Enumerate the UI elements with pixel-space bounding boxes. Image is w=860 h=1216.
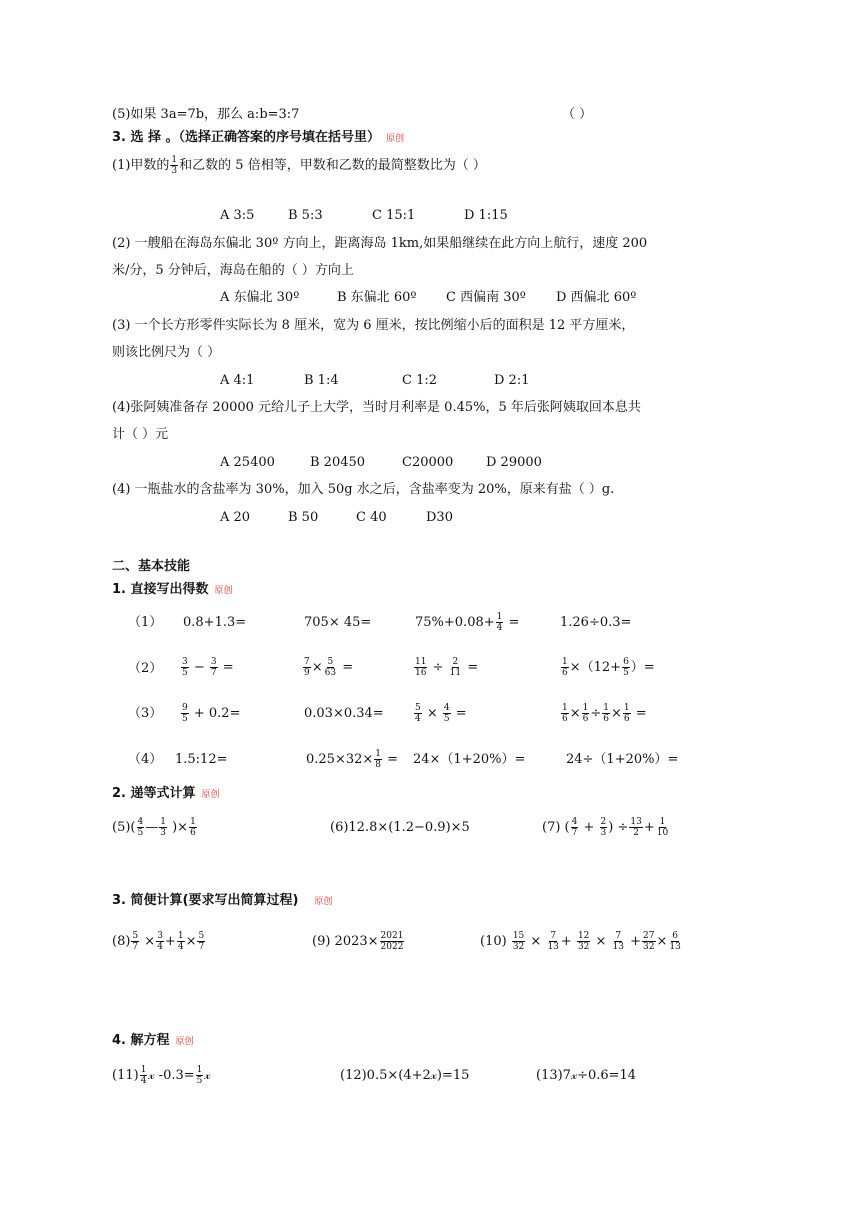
calc-item: $\frac{5}{4}$ × $\frac{4}{5}$ =: [415, 703, 467, 724]
option-d: D 1:15: [464, 208, 508, 223]
option-d: D 2:1: [494, 373, 530, 388]
option-d: D 西偏北 60º: [556, 290, 637, 305]
section-title-equations: [112, 1033, 194, 1050]
calc-item: 75%+0.08+ $\frac{1}{4}$ =: [415, 612, 520, 633]
calc-item: 24÷（1+20%）=: [566, 752, 679, 767]
option-c: C20000: [402, 455, 454, 470]
calc-item: $\frac{1}{6}$ ×（12+ $\frac{6}{5}$ ）=: [562, 657, 655, 678]
row-label: （1）: [128, 615, 163, 630]
q4-line-1: (4)张阿姨准备存 20000 元给儿子上大学，当时月利率是 0.45%，5 年后张阿姨取回本息共: [112, 400, 641, 415]
option-b: B 5:3: [288, 208, 323, 223]
option-a: A 东偏北 30º: [220, 290, 300, 305]
option-a: A 20: [220, 510, 251, 525]
equation-13: (13)7𝓍÷0.6=14: [536, 1068, 637, 1083]
option-c: C 1:2: [402, 373, 438, 388]
option-a: A 4:1: [220, 373, 255, 388]
calc-item: 0.8+1.3=: [183, 615, 247, 630]
calc-item: $\frac{11}{16}$ ÷ $\frac{2}{11}$ =: [415, 657, 479, 678]
calc-item: $\frac{7}{9}$ × $\frac{5}{63}$ =: [304, 657, 354, 678]
row-label: （4）: [128, 752, 163, 767]
expr-5: (5)( $\frac{4}{5}$ — $\frac{1}{3}$ )× $\frac{1}{6}$: [112, 817, 196, 838]
section-title-text: 4. 解方程: [112, 1033, 170, 1048]
judge-item-5: [112, 107, 299, 123]
section-title-text: 1. 直接写出得数: [112, 582, 209, 597]
option-c: C 西偏南 30º: [446, 290, 526, 305]
section-title-text: 3. 简便计算(要求写出简算过程): [112, 893, 299, 908]
q5-line-1: (4) 一瓶盐水的含盐率为 30%，加入 50g 水之后，含盐率变为 20%，原来有盐（ ）g.: [112, 482, 615, 497]
answer-paren: （ ）: [562, 107, 593, 122]
option-a: A 25400: [220, 455, 275, 470]
expr-6: (6)12.8×(1.2−0.9)×5: [330, 820, 470, 835]
q2-line-1: (2) 一艘船在海岛东偏北 30º 方向上，距离海岛 1km,如果船继续在此方向上航行，速度 200: [112, 236, 648, 251]
equation-11: (11) $\frac{1}{4}$ 𝓍 -0.3= $\frac{1}{5}$ 𝓍: [112, 1065, 211, 1086]
q3-line-2: 则该比例尺为（ ）: [112, 345, 221, 360]
option-b: B 50: [288, 510, 319, 525]
original-tag: 原创: [386, 134, 405, 144]
section-title-text: 2. 递等式计算: [112, 786, 196, 801]
row-label: （2）: [128, 661, 163, 676]
original-tag: 原创: [175, 1037, 194, 1047]
expr-7: (7) ( $\frac{4}{7}$ + $\frac{2}{3}$ ) ÷ $\frac{13}{2}$ + $\frac{1}{10}$: [542, 817, 669, 838]
option-b: B 20450: [310, 455, 366, 470]
row-label: （3）: [128, 706, 163, 721]
section-title-choose: [112, 130, 404, 147]
q4-line-2: 计（ ）元: [112, 427, 169, 442]
original-tag: 原创: [214, 586, 233, 596]
option-c: C 15:1: [372, 208, 416, 223]
section-title-simplified: [112, 893, 332, 910]
equation-12: (12)0.5×(4+2𝓍)=15: [340, 1068, 470, 1083]
part-title: 二、基本技能: [112, 559, 191, 574]
calc-item: 24×（1+20%）=: [413, 752, 526, 767]
calc-item: 0.03×0.34=: [304, 706, 384, 721]
fraction: $\frac{1}{3}$: [171, 155, 178, 176]
calc-item: 705× 45=: [304, 615, 372, 630]
option-a: A 3:5: [220, 208, 255, 223]
q2-line-2: 米/分，5 分钟后，海岛在船的（ ）方向上: [112, 263, 354, 278]
question-1: [112, 155, 486, 176]
expr-8: (8) $\frac{5}{7}$ × $\frac{3}{4}$ + $\frac{1}{4}$ × $\frac{5}{7}$: [112, 931, 205, 952]
option-b: B 东偏北 60º: [337, 290, 417, 305]
section-title-direct: [112, 582, 233, 599]
q1-text-b: 和乙数的 5 倍相等，甲数和乙数的最简整数比为（ ）: [179, 158, 486, 173]
original-tag: 原创: [314, 897, 333, 907]
option-d: D 29000: [486, 455, 542, 470]
section-title-text: 3. 选 择 。（选择正确答案的序号填在括号里）: [112, 130, 381, 145]
calc-item: 1.5:12=: [175, 752, 228, 767]
fraction: $\frac{1}{4}$: [496, 612, 503, 633]
calc-item: $\frac{9}{5}$ + 0.2=: [182, 703, 241, 724]
calc-item: 0.25×32× $\frac{1}{8}$ =: [306, 749, 399, 770]
q3-line-1: (3) 一个长方形零件实际长为 8 厘米，宽为 6 厘米，按比例缩小后的面积是 12 平方厘米，: [112, 318, 635, 333]
section-title-stepwise: [112, 786, 220, 803]
q1-text-a: (1)甲数的: [112, 158, 170, 173]
calc-item: $\frac{3}{5}$ − $\frac{3}{7}$ =: [182, 657, 234, 678]
expr-9: (9) 2023× $\frac{2021}{2022}$: [312, 931, 404, 952]
option-c: C 40: [356, 510, 387, 525]
calc-item: $\frac{1}{6}$ × $\frac{1}{6}$ ÷ $\frac{1}{6}$ × $\frac{1}{6}$ =: [562, 703, 647, 724]
expr-10: (10) $\frac{15}{32}$ × $\frac{7}{13}$ + $\frac{12}{32}$ × $\frac{7}{13}$ + $\frac{27}{32}$ × $\frac{6}{13}$: [480, 931, 681, 952]
option-b: B 1:4: [304, 373, 339, 388]
calc-item: 1.26÷0.3=: [560, 615, 632, 630]
option-d: D30: [426, 510, 453, 525]
judge-text: (5)如果 3a=7b，那么 a:b=3:7: [112, 107, 300, 122]
original-tag: 原创: [201, 790, 220, 800]
